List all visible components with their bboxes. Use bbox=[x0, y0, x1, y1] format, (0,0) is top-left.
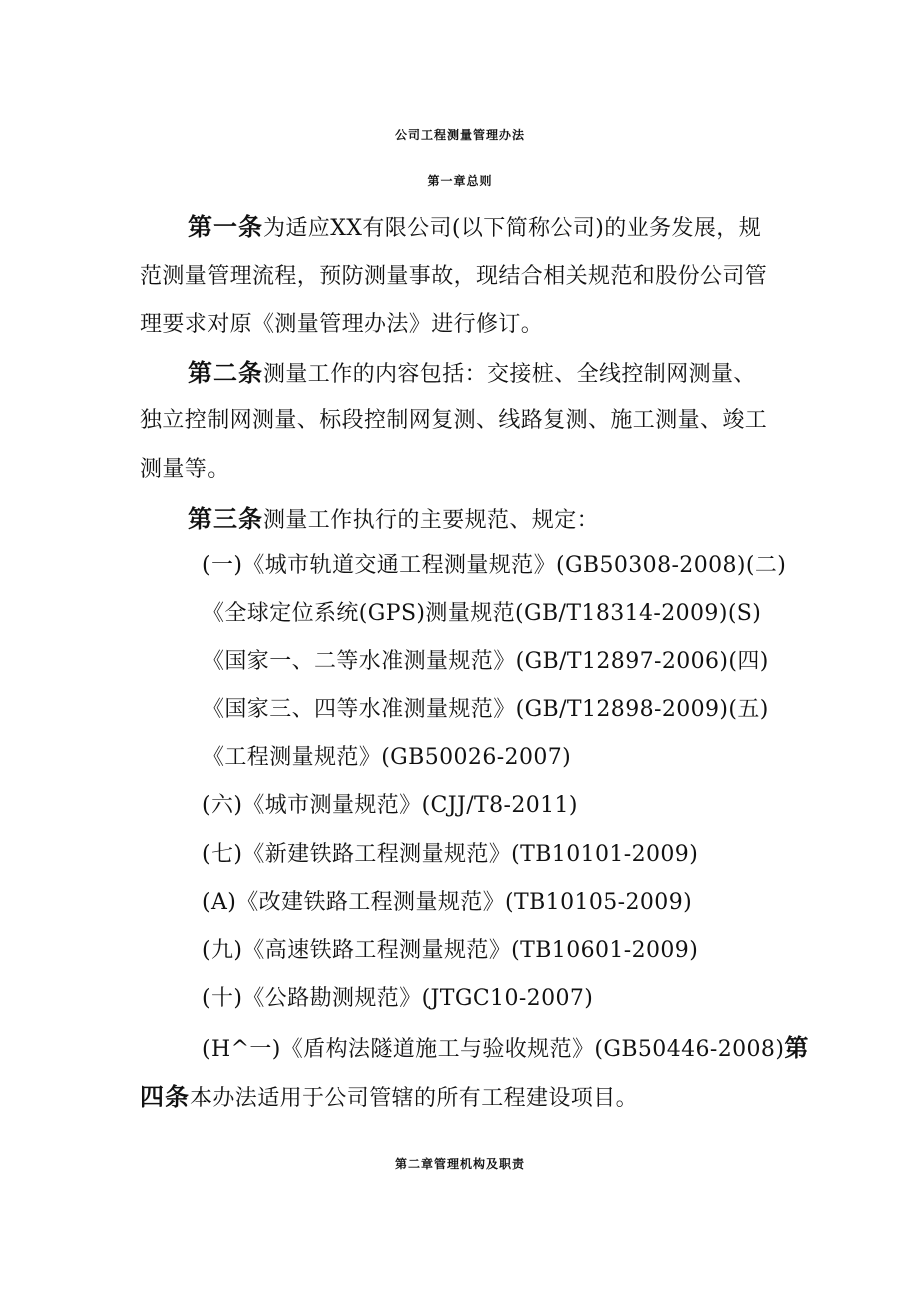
standard-item: (七)《新建铁路工程测量规范》(TB10101-2009) bbox=[202, 842, 699, 867]
article-3-label: 第三条 bbox=[188, 505, 263, 533]
article-3-line bbox=[188, 504, 599, 536]
standard-item: (九)《高速铁路工程测量规范》(TB10601-2009) bbox=[202, 938, 699, 963]
article-2-text-line-2: 独立控制网测量、标段控制网复测、线路复测、施工测量、竣工 bbox=[140, 408, 768, 433]
article-2-text-line-1: 测量工作的内容包括：交接桩、全线控制网测量、 bbox=[263, 362, 756, 387]
chapter-1-heading: 第一章总则 bbox=[427, 174, 493, 188]
article-4-label-part-1: 第 bbox=[784, 1034, 810, 1062]
article-4-label-part-2: 四条 bbox=[140, 1083, 190, 1111]
standard-item: 《全球定位系统(GPS)测量规范(GB/T18314-2009)(S) bbox=[202, 601, 762, 626]
chapter-2-heading: 第二章管理机构及职责 bbox=[394, 1157, 525, 1171]
standard-item: 《工程测量规范》(GB50026-2007) bbox=[202, 745, 572, 770]
standard-item: (A)《改建铁路工程测量规范》(TB10105-2009) bbox=[202, 890, 693, 915]
standard-item: (十)《公路勘测规范》(JTGC10-2007) bbox=[202, 986, 594, 1011]
standard-11-line bbox=[202, 1033, 809, 1065]
standard-item: (一)《城市轨道交通工程测量规范》(GB50308-2008)(二) bbox=[202, 553, 787, 578]
article-1-first-line bbox=[188, 212, 761, 244]
article-3-text: 测量工作执行的主要规范、规定： bbox=[263, 508, 600, 533]
standard-item: 《国家一、二等水准测量规范》(GB/T12897-2006)(四) bbox=[202, 649, 769, 674]
standard-item: (六)《城市测量规范》(CJJ/T8-2011) bbox=[202, 793, 578, 818]
article-4-text: 本办法适用于公司管辖的所有工程建设项目。 bbox=[190, 1086, 639, 1111]
document-title: 公司工程测量管理办法 bbox=[394, 128, 525, 142]
article-1-text-line-1: 为适应XX有限公司(以下简称公司)的业务发展，规 bbox=[263, 216, 762, 241]
article-4-line bbox=[140, 1082, 638, 1114]
standard-item: 《国家三、四等水准测量规范》(GB/T12898-2009)(五) bbox=[202, 697, 769, 722]
article-1-text-line-2: 范测量管理流程，预防测量事故，现结合相关规范和股份公司管 bbox=[140, 264, 768, 289]
article-2-label: 第二条 bbox=[188, 359, 263, 387]
article-1-label: 第一条 bbox=[188, 213, 263, 241]
article-2-text-line-3: 测量等。 bbox=[140, 457, 230, 482]
article-1-text-line-3: 理要求对原《测量管理办法》进行修订。 bbox=[140, 312, 544, 337]
article-2-first-line bbox=[188, 358, 756, 390]
standard-item: (H^一)《盾构法隧道施工与验收规范》(GB50446-2008) bbox=[202, 1037, 785, 1062]
